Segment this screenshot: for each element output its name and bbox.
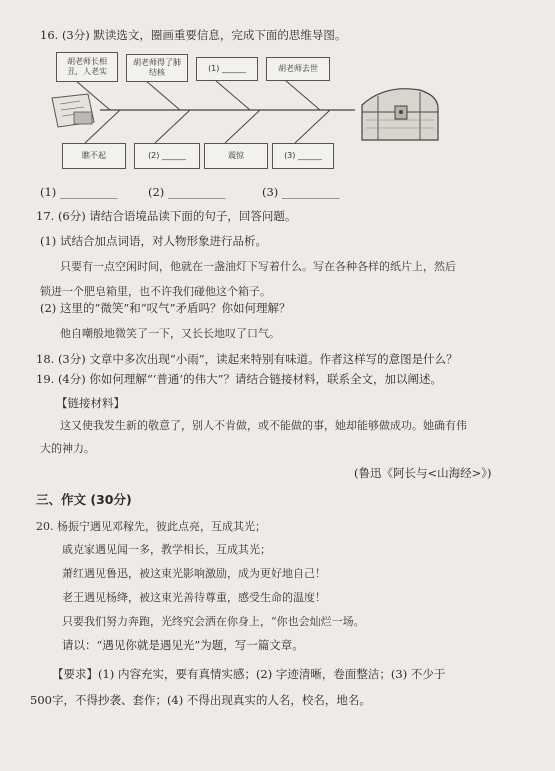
q19-source: (鲁迅《阿长与<山海经>》) (354, 466, 492, 480)
q18-stem: 18. (3分) 文章中多次出现“小雨”，读起来特别有味道。作者这样写的意图是什么？ (36, 352, 458, 366)
fishbone-bottom-box-2: (2) ______ (134, 143, 200, 169)
q19-link-title: 【链接材料】 (56, 396, 125, 410)
q20-line-4: 老王遇见杨绛，被这束光善待尊重，感受生命的温度！ (62, 591, 326, 604)
q17-quote1a: 只要有一点空闲时间，他就在一盏油灯下写着什么。写在各种各样的纸片上，然后 (60, 260, 456, 273)
q16-answer-1: (1) __________ (40, 185, 118, 199)
q20-line-1: 20. 杨振宁遇见邓稼先，彼此点亮，互成其光； (36, 520, 266, 533)
fishbone-bottom-box-1: 瞧不起 (62, 143, 126, 169)
q17-sub1: (1) 试结合加点词语，对人物形象进行品析。 (40, 234, 267, 248)
q20-prompt: 请以：“遇见你就是遇见光”为题，写一篇文章。 (62, 638, 304, 652)
q20-line-3: 萧红遇见鲁迅，被这束光影响激励，成为更好地自己！ (62, 567, 326, 580)
section3-title: 三、作文 (30分) (36, 492, 132, 507)
q16-stem: 16. (3分) 默读选文，圈画重要信息，完成下面的思维导图。 (40, 28, 347, 42)
q16-answer-2: (2) __________ (148, 185, 226, 199)
q20-line-5: 只要我们努力奔跑，光终究会洒在你身上，“你也会灿烂一场。 (62, 615, 365, 628)
fishbone-top-box-3: (1) ______ (196, 57, 258, 81)
fishbone-bottom-box-3: 震惊 (204, 143, 268, 169)
fishbone-top-box-2: 胡老师得了肺结核 (126, 54, 188, 82)
q17-sub2: (2) 这里的“微笑”和“叹气”矛盾吗？你如何理解？ (40, 301, 291, 315)
fishbone-bottom-box-4: (3) ______ (272, 143, 334, 169)
q20-line-2: 戚克家遇见闻一多，教学相长，互成其光； (62, 543, 271, 556)
q20-requirements-a: 【要求】(1) 内容充实，要有真情实感；(2) 字迹清晰，卷面整洁；(3) 不少于 (52, 667, 446, 681)
q16-answer-3: (3) __________ (262, 185, 340, 199)
fishbone-top-box-4: 胡老师去世 (266, 57, 330, 81)
q19-material-b: 大的神力。 (40, 442, 95, 455)
q19-material-a: 这又使我发生新的敬意了，别人不肯做，或不能做的事，她却能够做成功。她确有伟 (60, 419, 467, 432)
q17-quote2: 他自嘲般地微笑了一下，又长长地叹了口气。 (60, 327, 280, 340)
q17-quote1b: 锁进一个肥皂箱里，也不许我们碰他这个箱子。 (40, 285, 271, 298)
q17-stem: 17. (6分) 请结合语境品读下面的句子，回答问题。 (36, 209, 297, 223)
document-sketch-icon (52, 94, 94, 127)
q20-requirements-b: 500字，不得抄袭、套作；(4) 不得出现真实的人名，校名，地名。 (30, 693, 371, 707)
fishbone-top-box-1: 胡老师长相丑，人老实 (56, 52, 118, 82)
q19-stem: 19. (4分) 你如何理解“‘普通’的伟大”？请结合链接材料，联系全文，加以阐述。 (36, 372, 442, 386)
treasure-chest-icon (362, 89, 438, 140)
